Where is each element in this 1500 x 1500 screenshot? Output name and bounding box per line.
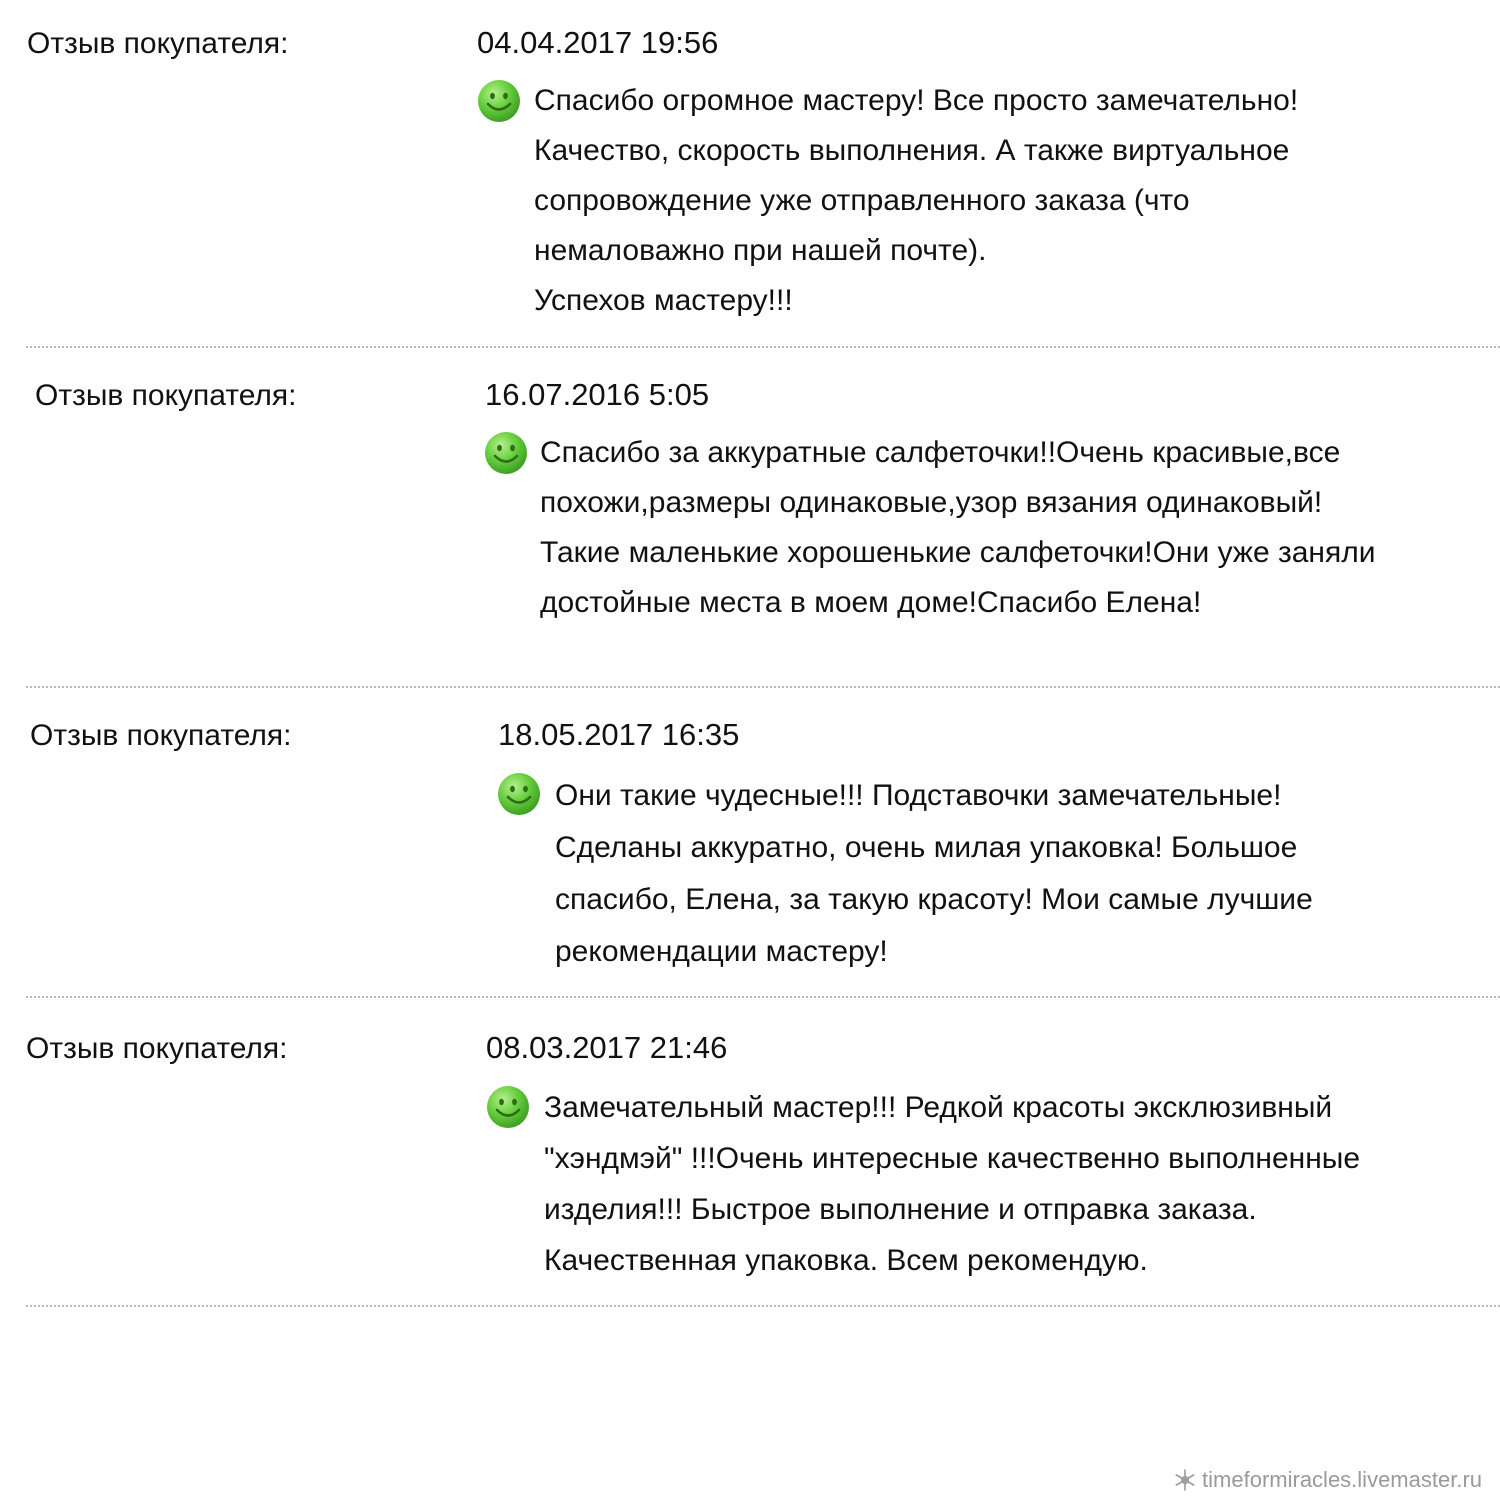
review-label: Отзыв покупателя:	[27, 27, 289, 60]
smiley-icon	[497, 772, 541, 816]
review-text-line: спасибо, Елена, за такую красоту! Мои самые лучшие	[555, 883, 1313, 916]
snowflake-icon	[1174, 1469, 1196, 1491]
review-text-line: Такие маленькие хорошенькие салфеточки!Они уже заняли	[540, 536, 1376, 569]
review-text-line: Качественная упаковка. Всем рекомендую.	[544, 1244, 1148, 1277]
review-text-line: Спасибо огромное мастеру! Все просто замечательно!	[534, 84, 1299, 117]
review-text-line: Замечательный мастер!!! Редкой красоты эксклюзивный	[544, 1091, 1333, 1124]
divider	[26, 996, 1500, 998]
review-date: 18.05.2017 16:35	[498, 717, 740, 752]
review-text	[555, 770, 1313, 978]
divider	[26, 346, 1500, 348]
review-label: Отзыв покупателя:	[35, 379, 297, 412]
review-text-line: Успехов мастеру!!!	[534, 284, 793, 317]
review-text-line: "хэндмэй" !!!Очень интересные качественно выполненные	[544, 1142, 1361, 1175]
review-text-line: Спасибо за аккуратные салфеточки!!Очень красивые,все	[540, 436, 1341, 469]
divider	[26, 686, 1500, 688]
review-text-line: похожи,размеры одинаковые,узор вязания одинаковый!	[540, 486, 1323, 519]
divider	[26, 1305, 1500, 1307]
review-text-line: Сделаны аккуратно, очень милая упаковка! Большое	[555, 831, 1298, 864]
review-text-line: немаловажно при нашей почте).	[534, 234, 987, 267]
review-label: Отзыв покупателя:	[30, 719, 292, 752]
smiley-icon	[484, 431, 528, 475]
review-text	[534, 76, 1298, 326]
review-label: Отзыв покупателя:	[26, 1032, 288, 1065]
review-text-line: рекомендации мастеру!	[555, 935, 888, 968]
review-text-line: Качество, скорость выполнения. А также виртуальное	[534, 134, 1290, 167]
review-text-line: сопровождение уже отправленного заказа (что	[534, 184, 1190, 217]
review-text-line: Они такие чудесные!!! Подставочки замечательные!	[555, 779, 1282, 812]
watermark	[1174, 1466, 1482, 1494]
review-text	[540, 428, 1376, 628]
review-text-line: изделия!!! Быстрое выполнение и отправка заказа.	[544, 1193, 1257, 1226]
review-text-line: достойные места в моем доме!Спасибо Елена!	[540, 586, 1202, 619]
smiley-icon	[477, 79, 521, 123]
review-date: 04.04.2017 19:56	[477, 25, 719, 60]
watermark-text: timeformiracles.livemaster.ru	[1202, 1467, 1482, 1492]
review-text	[544, 1082, 1360, 1286]
review-date: 08.03.2017 21:46	[486, 1030, 728, 1065]
review-date: 16.07.2016 5:05	[485, 377, 710, 412]
smiley-icon	[486, 1085, 530, 1129]
